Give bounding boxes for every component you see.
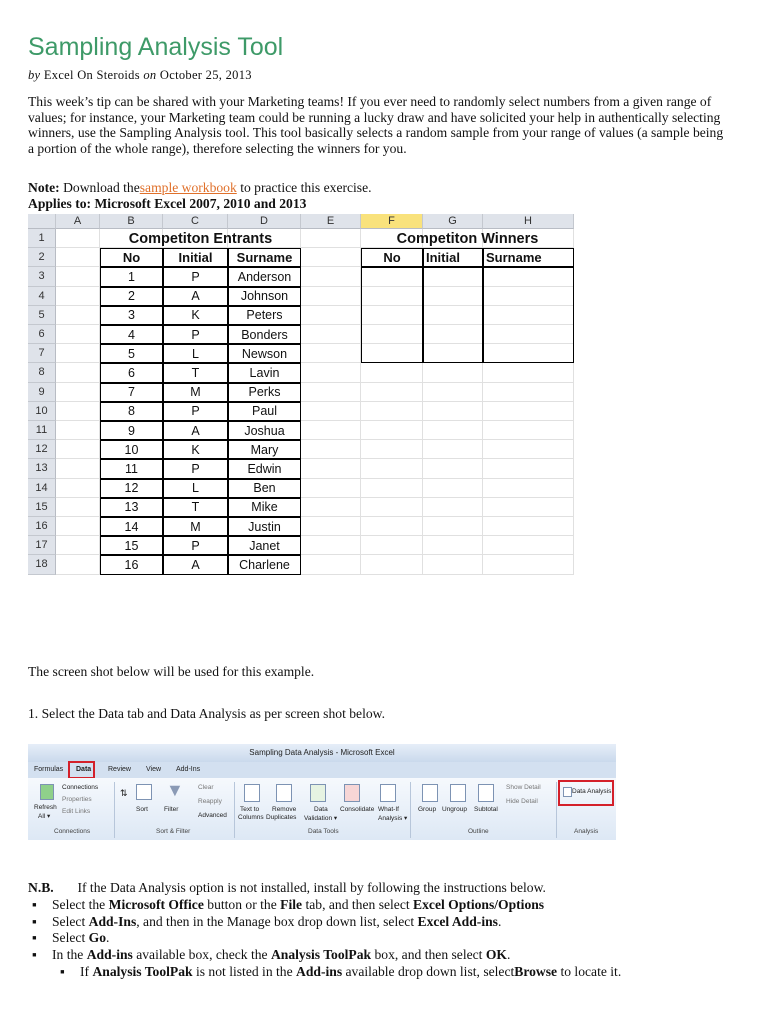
entrant-cell[interactable]: Mike: [228, 498, 301, 517]
applies-to: Applies to: Microsoft Excel 2007, 2010 and 2013: [28, 196, 307, 211]
sheet-cell[interactable]: [483, 421, 574, 440]
subtotal-icon[interactable]: [478, 784, 494, 802]
sheet-cell[interactable]: [56, 517, 100, 536]
what-if-label[interactable]: What-If: [378, 806, 399, 813]
text-to-label[interactable]: Text to: [240, 806, 260, 813]
entrant-cell[interactable]: A: [163, 287, 228, 306]
row-header[interactable]: 13: [28, 459, 56, 478]
separator: [234, 782, 235, 838]
sheet-cell[interactable]: [423, 383, 483, 402]
winners-empty-cell[interactable]: [361, 267, 423, 363]
entrants-header: Surname: [228, 248, 301, 267]
connections-item[interactable]: Connections: [62, 784, 99, 791]
entrant-cell[interactable]: 6: [100, 363, 163, 382]
entrant-cell[interactable]: A: [163, 555, 228, 574]
hide-detail-item[interactable]: Hide Detail: [506, 798, 538, 805]
row-header[interactable]: 10: [28, 402, 56, 421]
entrant-cell[interactable]: L: [163, 479, 228, 498]
nb-section: [28, 880, 748, 981]
sheet-cell[interactable]: [423, 440, 483, 459]
row-header[interactable]: 8: [28, 363, 56, 382]
sheet-cell[interactable]: [56, 325, 100, 344]
entrant-cell[interactable]: Johnson: [228, 287, 301, 306]
entrant-cell[interactable]: T: [163, 498, 228, 517]
remove-duplicates-icon[interactable]: [276, 784, 292, 802]
bold-term: Microsoft Office: [108, 896, 204, 912]
row-header[interactable]: 7: [28, 344, 56, 363]
nb-list-item: [28, 897, 748, 914]
entrant-cell[interactable]: L: [163, 344, 228, 363]
entrant-cell[interactable]: M: [163, 383, 228, 402]
bold-term: Analysis ToolPak: [92, 963, 193, 979]
winners-empty-cell[interactable]: [423, 267, 483, 363]
sheet-cell[interactable]: [483, 363, 574, 382]
list-text: Select: [52, 913, 89, 929]
filter-icon[interactable]: ▼: [166, 780, 184, 800]
note-post: to practice this exercise.: [240, 180, 372, 195]
entrant-cell[interactable]: 7: [100, 383, 163, 402]
filter-label[interactable]: Filter: [164, 806, 179, 813]
entrant-cell[interactable]: P: [163, 536, 228, 555]
list-text: available drop down list, select: [342, 963, 515, 979]
winners-empty-cell[interactable]: [483, 267, 574, 363]
bold-term: Browse: [514, 963, 558, 979]
bold-term: Excel Options/Options: [413, 896, 545, 912]
duplicates-label[interactable]: Duplicates: [266, 814, 297, 821]
sheet-cell[interactable]: [483, 383, 574, 402]
sheet-cell[interactable]: [56, 479, 100, 498]
sheet-cell[interactable]: [301, 267, 361, 286]
list-text: In the: [52, 947, 87, 963]
row-header[interactable]: 17: [28, 536, 56, 555]
sheet-cell[interactable]: [301, 344, 361, 363]
sheet-cell[interactable]: [56, 267, 100, 286]
sheet-cell[interactable]: [301, 248, 361, 267]
bold-term: Go: [88, 930, 106, 946]
winners-header: Surname: [483, 248, 574, 267]
sheet-cell[interactable]: [301, 306, 361, 325]
nb-list-item: [28, 914, 748, 931]
tab-addins[interactable]: Add-Ins: [176, 766, 201, 773]
byline: [28, 68, 252, 83]
entrant-cell[interactable]: Peters: [228, 306, 301, 325]
entrant-cell[interactable]: 3: [100, 306, 163, 325]
sheet-cell[interactable]: [423, 517, 483, 536]
sheet-cell[interactable]: [301, 229, 361, 248]
column-header[interactable]: E: [301, 214, 361, 229]
sheet-cell[interactable]: [361, 479, 423, 498]
separator: [410, 782, 411, 838]
entrant-cell[interactable]: 10: [100, 440, 163, 459]
entrant-cell[interactable]: 15: [100, 536, 163, 555]
sample-workbook-link[interactable]: sample workbook: [139, 180, 237, 195]
sheet-cell[interactable]: [56, 229, 100, 248]
sheet-cell[interactable]: [56, 459, 100, 478]
advanced-item[interactable]: Advanced: [198, 812, 227, 819]
sheet-cell[interactable]: [301, 459, 361, 478]
separator: [114, 782, 115, 838]
entrant-cell[interactable]: 13: [100, 498, 163, 517]
entrant-cell[interactable]: T: [163, 363, 228, 382]
sheet-cell[interactable]: [483, 536, 574, 555]
connections-group-label: Connections: [54, 828, 91, 835]
bold-term: Add-Ins: [88, 913, 137, 929]
entrant-cell[interactable]: Janet: [228, 536, 301, 555]
byline-author[interactable]: Excel On Steroids: [43, 68, 140, 82]
sheet-cell[interactable]: [483, 517, 574, 536]
page-title: Sampling Analysis Tool: [28, 33, 284, 61]
remove-label[interactable]: Remove: [272, 806, 297, 813]
row-header[interactable]: 11: [28, 421, 56, 440]
sheet-cell[interactable]: [56, 248, 100, 267]
column-header[interactable]: D: [228, 214, 301, 229]
sheet-cell[interactable]: [483, 402, 574, 421]
consolidate-icon[interactable]: [344, 784, 360, 802]
byline-date: October 25, 2013: [159, 68, 252, 82]
entrant-cell[interactable]: Paul: [228, 402, 301, 421]
sheet-cell[interactable]: [301, 383, 361, 402]
entrants-header: No: [100, 248, 163, 267]
entrant-cell[interactable]: Ben: [228, 479, 301, 498]
entrant-cell[interactable]: 4: [100, 325, 163, 344]
bullet-icon: ▪: [32, 930, 37, 946]
sheet-cell[interactable]: [361, 421, 423, 440]
entrant-cell[interactable]: 8: [100, 402, 163, 421]
subtotal-label[interactable]: Subtotal: [474, 806, 498, 813]
analysis-dropdown-label[interactable]: Analysis ▾: [378, 815, 408, 822]
sheet-cell[interactable]: [423, 479, 483, 498]
row-header[interactable]: 16: [28, 517, 56, 536]
validation-label[interactable]: Validation ▾: [304, 815, 338, 822]
sheet-cell[interactable]: [483, 555, 574, 574]
row-header[interactable]: 14: [28, 479, 56, 498]
sheet-cell[interactable]: [56, 363, 100, 382]
note-line: [28, 180, 372, 196]
sheet-cell[interactable]: [423, 459, 483, 478]
excel-ribbon-screenshot: [28, 744, 616, 840]
sheet-cell[interactable]: [301, 440, 361, 459]
column-header[interactable]: C: [163, 214, 228, 229]
sheet-cell[interactable]: [56, 306, 100, 325]
list-text: .: [106, 930, 110, 946]
row-header[interactable]: 12: [28, 440, 56, 459]
list-text: box, and then select: [371, 947, 486, 963]
tab-view[interactable]: View: [146, 766, 162, 773]
sheet-cell[interactable]: [423, 498, 483, 517]
sheet-cell[interactable]: [361, 459, 423, 478]
column-header[interactable]: B: [100, 214, 163, 229]
entrants-title: Competiton Entrants: [128, 230, 273, 247]
sheet-cell[interactable]: [301, 421, 361, 440]
entrant-cell[interactable]: Edwin: [228, 459, 301, 478]
group-icon[interactable]: [422, 784, 438, 802]
sheet-cell[interactable]: [423, 421, 483, 440]
nb-list-item: [28, 930, 748, 947]
entrants-header: Initial: [163, 248, 228, 267]
entrant-cell[interactable]: P: [163, 459, 228, 478]
sheet-cell[interactable]: [423, 402, 483, 421]
entrant-cell[interactable]: Joshua: [228, 421, 301, 440]
bullet-icon: ▪: [60, 963, 65, 979]
sheet-cell[interactable]: [483, 459, 574, 478]
sheet-cell[interactable]: [301, 325, 361, 344]
byline-by: by: [28, 68, 41, 82]
row-header[interactable]: 3: [28, 267, 56, 286]
entrant-cell[interactable]: M: [163, 517, 228, 536]
sheet-cell[interactable]: [56, 536, 100, 555]
list-text: , and then in the Manage box drop down list, select: [136, 913, 418, 929]
sheet-cell[interactable]: [483, 479, 574, 498]
winners-title: Competiton Winners: [396, 230, 539, 247]
step-1: 1. Select the Data tab and Data Analysis as per screen shot below.: [28, 706, 385, 721]
sheet-cell[interactable]: [423, 363, 483, 382]
sheet-cell[interactable]: [56, 383, 100, 402]
list-text: Select the: [52, 896, 109, 912]
nb-intro: [28, 880, 748, 897]
entrant-cell[interactable]: 2: [100, 287, 163, 306]
sheet-cell[interactable]: [56, 402, 100, 421]
bold-term: Add-ins: [296, 963, 343, 979]
bold-term: OK: [485, 947, 508, 963]
nb-list-item: [28, 947, 748, 964]
sheet-cell[interactable]: [56, 440, 100, 459]
entrant-cell[interactable]: 12: [100, 479, 163, 498]
sheet-cell[interactable]: [361, 536, 423, 555]
entrant-cell[interactable]: Charlene: [228, 555, 301, 574]
list-text: If: [80, 963, 93, 979]
entrant-cell[interactable]: K: [163, 306, 228, 325]
sheet-cell[interactable]: [483, 440, 574, 459]
entrant-cell[interactable]: 14: [100, 517, 163, 536]
outline-group-label: Outline: [468, 828, 489, 835]
sheet-cell[interactable]: [361, 363, 423, 382]
sheet-cell[interactable]: [361, 555, 423, 574]
row-header[interactable]: 4: [28, 287, 56, 306]
sort-label[interactable]: Sort: [136, 806, 148, 813]
sort-az-icon[interactable]: ⇅: [120, 788, 128, 798]
data-validation-icon[interactable]: [310, 784, 326, 802]
entrant-cell[interactable]: P: [163, 402, 228, 421]
entrant-cell[interactable]: Justin: [228, 517, 301, 536]
data-tools-group-label: Data Tools: [308, 828, 339, 835]
refresh-icon[interactable]: [40, 784, 54, 800]
data-analysis-button[interactable]: Data Analysis: [572, 788, 612, 795]
sheet-cell[interactable]: [301, 517, 361, 536]
nb-sub-list-item: [28, 964, 748, 981]
winners-header: No: [361, 248, 423, 267]
spreadsheet-screenshot: [28, 214, 587, 581]
entrant-cell[interactable]: 16: [100, 555, 163, 574]
sheet-cell[interactable]: [56, 498, 100, 517]
tab-review[interactable]: Review: [108, 766, 131, 773]
entrant-cell[interactable]: P: [163, 267, 228, 286]
analysis-group-label: Analysis: [574, 828, 599, 835]
data-tab-highlight: [68, 761, 95, 779]
consolidate-label[interactable]: Consolidate: [340, 806, 375, 813]
entrant-cell[interactable]: 1: [100, 267, 163, 286]
properties-item[interactable]: Properties: [62, 796, 92, 803]
nb-list: [28, 897, 748, 981]
sheet-cell[interactable]: [301, 536, 361, 555]
bullet-icon: ▪: [32, 947, 37, 963]
row-header[interactable]: 5: [28, 306, 56, 325]
bold-term: File: [280, 896, 303, 912]
separator: [556, 782, 557, 838]
row-header[interactable]: 9: [28, 383, 56, 402]
entrant-cell[interactable]: K: [163, 440, 228, 459]
row-header[interactable]: 1: [28, 229, 56, 248]
bold-term: Excel Add-ins: [417, 913, 498, 929]
column-header[interactable]: F: [361, 214, 423, 229]
sheet-cell[interactable]: [301, 287, 361, 306]
entrant-cell[interactable]: 11: [100, 459, 163, 478]
screenshot-caption: The screen shot below will be used for this example.: [28, 664, 315, 679]
bold-term: Add-ins: [86, 947, 133, 963]
ungroup-icon[interactable]: [450, 784, 466, 802]
sort-filter-group-label: Sort & Filter: [156, 828, 191, 835]
nb-intro-text: If the Data Analysis option is not installed, install by following the instructions below.: [77, 880, 546, 895]
entrant-cell[interactable]: A: [163, 421, 228, 440]
list-text: .: [497, 913, 502, 929]
entrant-cell[interactable]: Perks: [228, 383, 301, 402]
row-header[interactable]: 15: [28, 498, 56, 517]
text-to-columns-icon[interactable]: [244, 784, 260, 802]
list-text: available box, check the: [132, 947, 271, 963]
sheet-cell[interactable]: [361, 440, 423, 459]
sheet-cell[interactable]: [56, 421, 100, 440]
show-detail-item[interactable]: Show Detail: [506, 784, 541, 791]
note-pre: Download the: [63, 180, 140, 195]
data-analysis-icon[interactable]: [563, 787, 572, 797]
sheet-cell[interactable]: [301, 479, 361, 498]
data-label[interactable]: Data: [314, 806, 328, 813]
edit-links-item[interactable]: Edit Links: [62, 808, 91, 815]
list-text: button or the: [203, 896, 281, 912]
list-text: .: [507, 947, 511, 963]
tab-formulas[interactable]: Formulas: [34, 766, 64, 773]
entrant-cell[interactable]: 5: [100, 344, 163, 363]
sheet-cell[interactable]: [483, 498, 574, 517]
sheet-cell[interactable]: [361, 517, 423, 536]
sheet-cell[interactable]: [361, 402, 423, 421]
select-all-corner[interactable]: [28, 214, 56, 229]
winners-header: Initial: [423, 248, 483, 267]
tab-data[interactable]: Data: [76, 766, 92, 773]
entrant-cell[interactable]: Bonders: [228, 325, 301, 344]
entrant-cell[interactable]: Mary: [228, 440, 301, 459]
sheet-cell[interactable]: [56, 344, 100, 363]
note-label: Note:: [28, 180, 60, 195]
columns-label[interactable]: Columns: [238, 814, 264, 821]
bullet-icon: ▪: [32, 913, 37, 929]
sheet-cell[interactable]: [301, 555, 361, 574]
sheet-cell[interactable]: [361, 383, 423, 402]
clear-item[interactable]: Clear: [198, 784, 214, 791]
sheet-cell[interactable]: [301, 402, 361, 421]
ungroup-label[interactable]: Ungroup: [442, 806, 467, 813]
sheet-cell[interactable]: [423, 555, 483, 574]
entrant-cell[interactable]: P: [163, 325, 228, 344]
sheet-cell[interactable]: [56, 287, 100, 306]
window-title: Sampling Data Analysis - Microsoft Excel: [28, 744, 616, 762]
nb-label: N.B.: [28, 880, 54, 895]
list-text: is not listed in the: [192, 963, 297, 979]
sheet-cell[interactable]: [301, 363, 361, 382]
refresh-label[interactable]: Refresh: [34, 804, 57, 811]
entrant-cell[interactable]: Anderson: [228, 267, 301, 286]
bold-term: Analysis ToolPak: [270, 947, 372, 963]
entrant-cell[interactable]: Lavin: [228, 363, 301, 382]
sheet-cell[interactable]: [56, 555, 100, 574]
entrant-cell[interactable]: Newson: [228, 344, 301, 363]
what-if-icon[interactable]: [380, 784, 396, 802]
sort-dialog-icon[interactable]: [136, 784, 152, 800]
bullet-icon: ▪: [32, 896, 37, 912]
reapply-item[interactable]: Reapply: [198, 798, 222, 805]
sheet-cell[interactable]: [361, 498, 423, 517]
sheet-cell[interactable]: [301, 498, 361, 517]
sheet-cell[interactable]: [423, 536, 483, 555]
column-header[interactable]: G: [423, 214, 483, 229]
column-header[interactable]: A: [56, 214, 100, 229]
group-label[interactable]: Group: [418, 806, 437, 813]
row-header[interactable]: 6: [28, 325, 56, 344]
intro-paragraph: This week’s tip can be shared with your Marketing teams! If you ever need to randomly select numbers from a given range of values; for instance, your Marketing team could be running a lucky draw and have solicited your help in authentically selecting winners, use the Sampling Analysis tool. This tool basically selects a random sample from your range of values (a sample being a portion of the whole range), therefore selecting the winners for you.: [28, 94, 724, 156]
byline-on: on: [143, 68, 157, 82]
entrant-cell[interactable]: 9: [100, 421, 163, 440]
list-text: to locate it.: [557, 963, 622, 979]
list-text: tab, and then select: [302, 896, 414, 912]
row-header[interactable]: 18: [28, 555, 56, 574]
list-text: Select: [52, 930, 89, 946]
column-header[interactable]: H: [483, 214, 574, 229]
row-header[interactable]: 2: [28, 248, 56, 267]
refresh-all-label[interactable]: All ▾: [38, 813, 51, 820]
